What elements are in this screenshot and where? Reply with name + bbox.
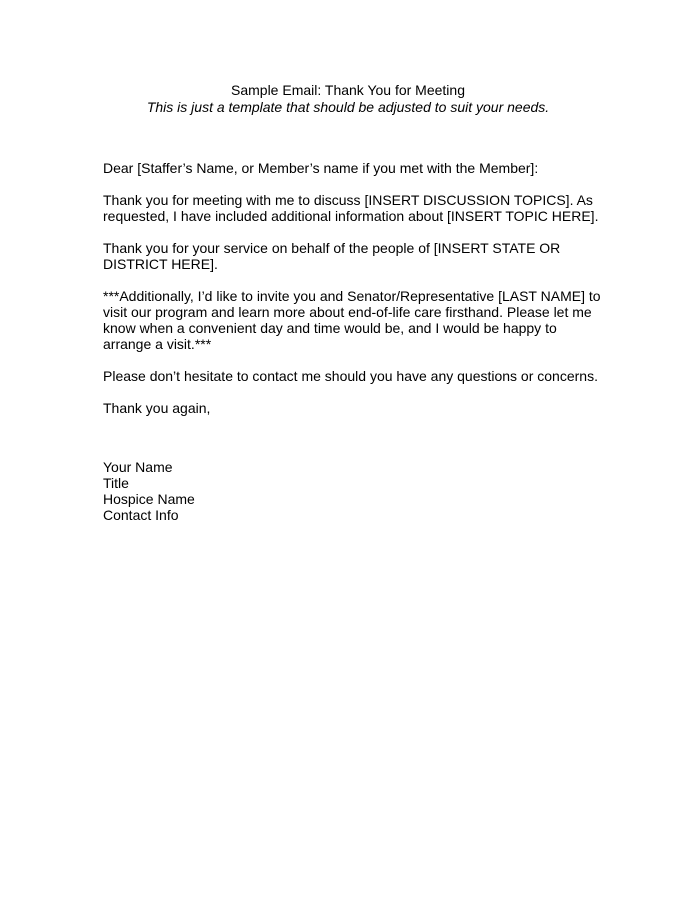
document-subtitle: This is just a template that should be adjusted to suit your needs.	[146, 99, 550, 115]
document-header	[0, 82, 696, 116]
signature-contact: Contact Info	[103, 507, 179, 523]
letter-greeting: Dear [Staffer’s Name, or Member’s name if you met with the Member]:	[103, 160, 539, 176]
letter-closing: Thank you again,	[103, 400, 211, 416]
signature-title: Title	[103, 475, 129, 491]
letter-paragraph-4: Please don’t hesitate to contact me should you have any questions or concerns.	[103, 368, 598, 384]
letter-paragraph-2: Thank you for your service on behalf of the people of [INSERT STATE OR DISTRICT HERE].	[103, 240, 561, 272]
letter-body	[103, 160, 603, 416]
letter-paragraph-3: ***Additionally, I’d like to invite you and Senator/Representative [LAST NAME] to visit our program and learn more about end-of-life care firsthand. Please let me know when a convenient day and time would be, and I would be happy to arrange a visit.***	[103, 288, 601, 352]
signature-organization: Hospice Name	[103, 491, 195, 507]
signature-block	[103, 459, 195, 523]
document-title: Sample Email: Thank You for Meeting	[231, 82, 465, 98]
signature-name: Your Name	[103, 459, 173, 475]
letter-paragraph-1: Thank you for meeting with me to discuss [INSERT DISCUSSION TOPICS]. As requested, I have included additional information about [INSERT TOPIC HERE].	[103, 192, 599, 224]
